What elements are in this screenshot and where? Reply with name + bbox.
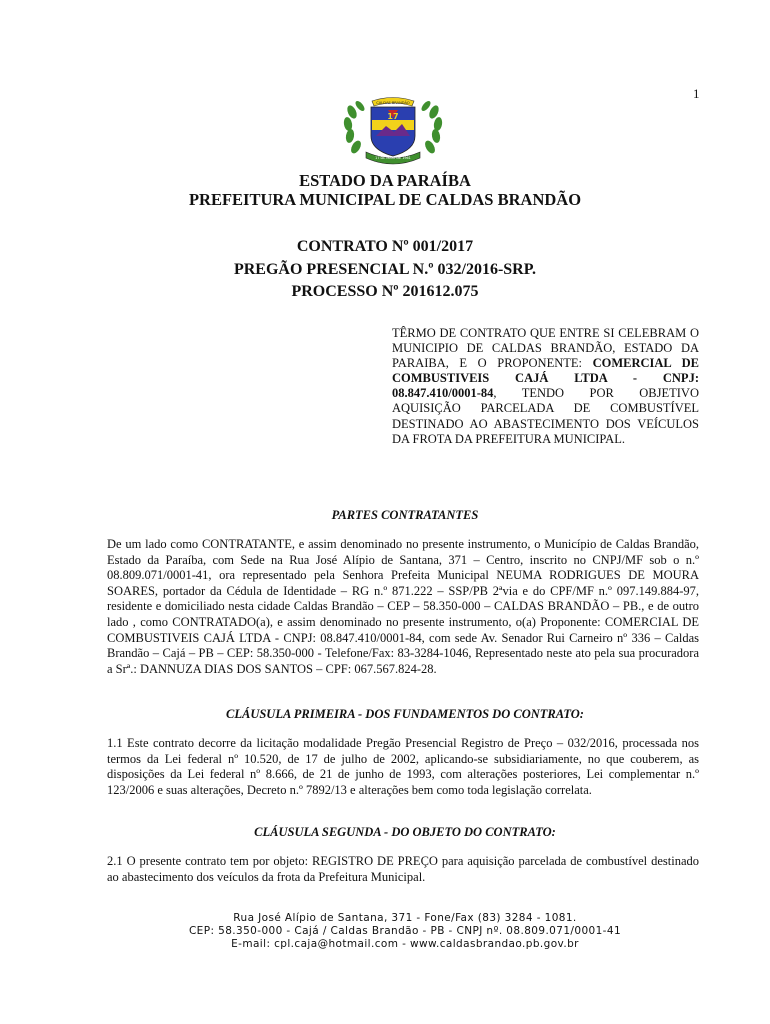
contract-term-summary xyxy=(392,326,699,447)
crest-date-number: 17 xyxy=(387,112,399,121)
section-title-partes: PARTES CONTRATANTES xyxy=(331,508,479,522)
term-intro: TÊRMO DE CONTRATO QUE ENTRE SI CELEBRAM O MUNICIPIO DE CALDAS BRANDÃO, ESTADO DA PARAIBA, E O PROPONENTE: xyxy=(392,326,699,371)
right-laurel-icon xyxy=(420,99,443,155)
term-rest: , TENDO POR OBJETIVO AQUISIÇÃO PARCELADA DE COMBUSTÍVEL DESTINADO AO ABASTECIMENTO DOS VEÍCULOS DA FROTA DA PREFEITURA MUNICIPAL. xyxy=(392,386,699,446)
municipality-heading: PREFEITURA MUNICIPAL DE CALDAS BRANDÃO xyxy=(188,190,582,209)
crest-yellow-band xyxy=(372,120,414,130)
term-company: COMERCIAL DE COMBUSTIVEIS CAJÁ LTDA - CNPJ: 08.847.410/0001-84 xyxy=(392,356,700,401)
footer-cep-cnpj: CEP: 58.350-000 - Cajá / Caldas Brandão - PB - CNPJ nº. 08.809.071/0001-41 xyxy=(188,925,622,937)
crest-bottom-banner-text: 17 DE MAIO DE 1961 xyxy=(375,156,411,160)
left-laurel-icon xyxy=(343,99,366,155)
section-text-clausula-segunda: 2.1 O presente contrato tem por objeto: REGISTRO DE PREÇO para aquisição parcelada de combustível destinado ao abastecimento dos veículos da frota da Prefeitura Municipal. xyxy=(107,854,699,884)
pregao-number: PREGÃO PRESENCIAL N.º 032/2016-SRP. xyxy=(233,261,537,278)
contract-number: CONTRATO Nº 001/2017 xyxy=(296,238,474,255)
section-title-clausula-primeira: CLÁUSULA PRIMEIRA - DOS FUNDAMENTOS DO CONTRATO: xyxy=(226,707,584,721)
footer-contact: E-mail: cpl.caja@hotmail.com - www.caldasbrandao.pb.gov.br xyxy=(231,938,579,950)
footer-address: Rua José Alípio de Santana, 371 - Fone/Fax (83) 3284 - 1081. xyxy=(233,912,577,924)
municipal-coat-of-arms xyxy=(338,92,448,166)
state-heading: ESTADO DA PARAÍBA xyxy=(299,171,471,190)
processo-number: PROCESSO Nº 201612.075 xyxy=(291,283,479,300)
crest-top-banner-text: CALDAS BRANDÃO xyxy=(376,101,410,105)
section-text-partes: De um lado como CONTRATANTE, e assim denominado no presente instrumento, o Município de Caldas Brandão, Estado da Paraíba, com Sede na Rua José Alípio de Santana, 371 – Centro, inscrito no CNPJ/MF sob o n.º 08.809.071/0001-41, ora representado pela Senhora Prefeita Municipal NEUMA RODRIGUES DE MOURA SOARES, portador da Cédula de Identidade – RG n.º 871.222 – SSP/PB 2ªvia e do CPF/MF n.º 097.149.884-97, residente e domiciliado nesta cidade Caldas Brandão – CEP – 58.350-000 – CALDAS BRANDÃO – PB., e de outro lado , como CONTRATADO(a), e assim denominado no presente instrumento, o(a) Proponente: COMERCIAL DE COMBUSTIVEIS CAJÁ LTDA - CNPJ: 08.847.410/0001-84, com sede Av. Senador Rui Carneiro nº 336 – Caldas Brandão – Cajá – PB – CEP: 58.350-000 - Telefone/Fax: 83-3284-1046, Representado neste ato pela sua procuradora a Srª.: DANNUZA DIAS DOS SANTOS – CPF: 067.567.824-28. xyxy=(107,537,699,676)
section-title-clausula-segunda: CLÁUSULA SEGUNDA - DO OBJETO DO CONTRATO: xyxy=(254,825,556,839)
section-text-clausula-primeira: 1.1 Este contrato decorre da licitação modalidade Pregão Presencial Registro de Preço – 032/2016, processada nos termos da Lei federal nº 10.520, de 17 de julho de 2002, aplicando-se subsidiariamente, no que couberem, as disposições da Lei federal nº 8.666, de 21 de junho de 1993, com alterações posteriores, Lei complementar n.º 123/2006 e suas alterações, Decreto n.º 7892/13 e alterações bem como toda legislação correlata. xyxy=(107,736,699,797)
page-number: 1 xyxy=(693,86,700,101)
